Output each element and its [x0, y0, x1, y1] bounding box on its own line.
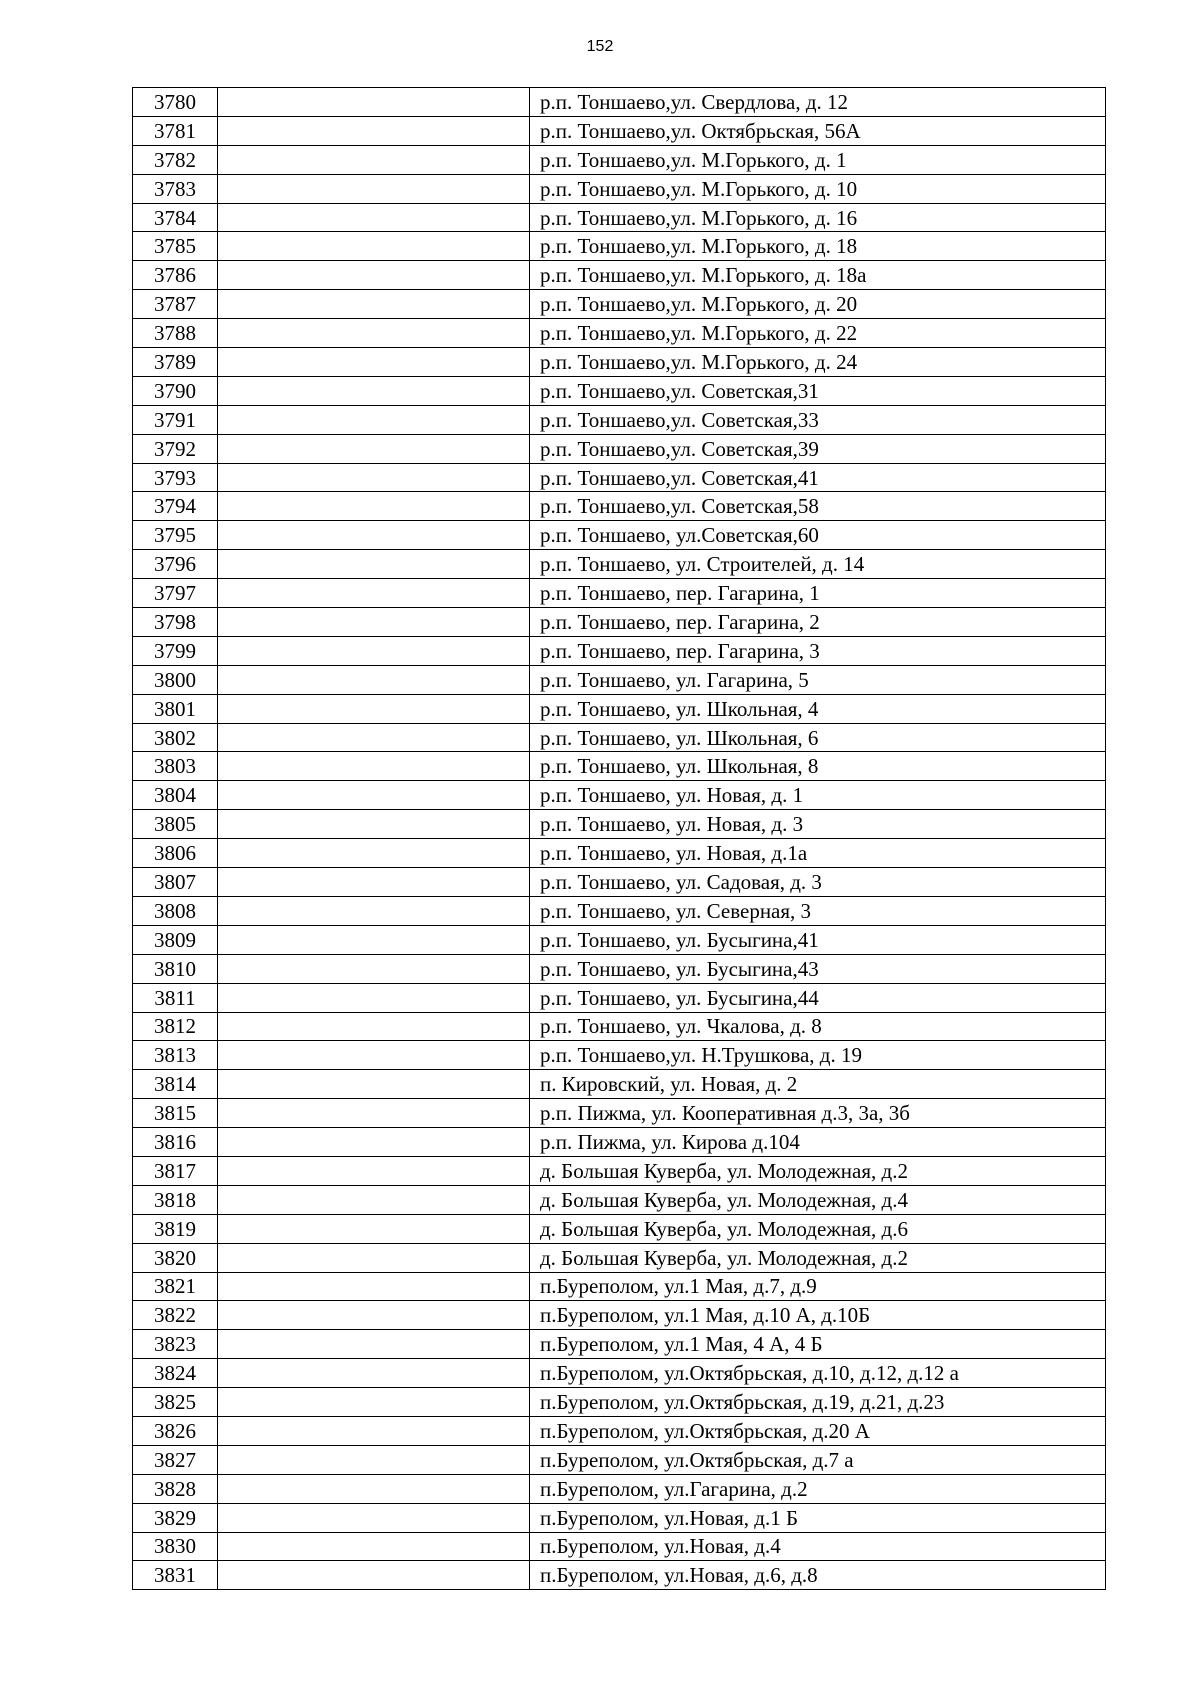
- table-row: [133, 1416, 1106, 1445]
- empty-middle-cell: [218, 1012, 530, 1041]
- table-row: [133, 636, 1106, 665]
- empty-middle-cell: [218, 463, 530, 492]
- table-row: [133, 608, 1106, 637]
- address-cell: р.п. Тоншаево, ул. Гагарина, 5: [530, 665, 1106, 694]
- empty-middle-cell: [218, 896, 530, 925]
- empty-middle-cell: [218, 579, 530, 608]
- address-cell: р.п. Тоншаево,ул. Советская,31: [530, 376, 1106, 405]
- row-number-cell: 3785: [133, 232, 218, 261]
- row-number-cell: 3823: [133, 1330, 218, 1359]
- row-number-cell: 3816: [133, 1128, 218, 1157]
- row-number-cell: 3804: [133, 781, 218, 810]
- empty-middle-cell: [218, 810, 530, 839]
- table-row: [133, 1185, 1106, 1214]
- address-cell: р.п. Тоншаево, ул. Бусыгина,44: [530, 983, 1106, 1012]
- row-number-cell: 3827: [133, 1445, 218, 1474]
- empty-middle-cell: [218, 376, 530, 405]
- row-number-cell: 3822: [133, 1301, 218, 1330]
- table-row: [133, 810, 1106, 839]
- table-row: [133, 1070, 1106, 1099]
- empty-middle-cell: [218, 1474, 530, 1503]
- table-row: [133, 463, 1106, 492]
- address-cell: д. Большая Куверба, ул. Молодежная, д.2: [530, 1243, 1106, 1272]
- empty-middle-cell: [218, 88, 530, 117]
- empty-middle-cell: [218, 116, 530, 145]
- empty-middle-cell: [218, 405, 530, 434]
- table-row: [133, 348, 1106, 377]
- address-cell: п.Буреполом, ул.Октябрьская, д.19, д.21, д.23: [530, 1388, 1106, 1417]
- table-row: [133, 954, 1106, 983]
- empty-middle-cell: [218, 1388, 530, 1417]
- empty-middle-cell: [218, 925, 530, 954]
- empty-middle-cell: [218, 1214, 530, 1243]
- table-row: [133, 1272, 1106, 1301]
- table-row: [133, 925, 1106, 954]
- empty-middle-cell: [218, 492, 530, 521]
- table-row: [133, 1359, 1106, 1388]
- row-number-cell: 3806: [133, 839, 218, 868]
- table-row: [133, 839, 1106, 868]
- empty-middle-cell: [218, 348, 530, 377]
- address-cell: р.п. Тоншаево,ул. Советская,39: [530, 434, 1106, 463]
- table-row: [133, 896, 1106, 925]
- row-number-cell: 3805: [133, 810, 218, 839]
- address-cell: р.п. Тоншаево, ул. Строителей, д. 14: [530, 550, 1106, 579]
- address-cell: р.п. Тоншаево,ул. Октябрьская, 56А: [530, 116, 1106, 145]
- table-row: [133, 1388, 1106, 1417]
- empty-middle-cell: [218, 1156, 530, 1185]
- address-cell: п.Буреполом, ул.Гагарина, д.2: [530, 1474, 1106, 1503]
- address-cell: р.п. Тоншаево,ул. Свердлова, д. 12: [530, 88, 1106, 117]
- address-cell: п.Буреполом, ул.1 Мая, д.10 А, д.10Б: [530, 1301, 1106, 1330]
- row-number-cell: 3781: [133, 116, 218, 145]
- table-body: [133, 88, 1106, 1590]
- empty-middle-cell: [218, 839, 530, 868]
- row-number-cell: 3807: [133, 868, 218, 897]
- table-row: [133, 261, 1106, 290]
- empty-middle-cell: [218, 434, 530, 463]
- address-cell: р.п. Тоншаево,ул. М.Горького, д. 16: [530, 203, 1106, 232]
- row-number-cell: 3811: [133, 983, 218, 1012]
- table-row: [133, 290, 1106, 319]
- address-cell: р.п. Тоншаево, ул. Школьная, 4: [530, 694, 1106, 723]
- empty-middle-cell: [218, 1070, 530, 1099]
- table-row: [133, 145, 1106, 174]
- table-row: [133, 1561, 1106, 1590]
- row-number-cell: 3791: [133, 405, 218, 434]
- row-number-cell: 3792: [133, 434, 218, 463]
- table-row: [133, 1156, 1106, 1185]
- row-number-cell: 3819: [133, 1214, 218, 1243]
- address-cell: р.п. Тоншаево,ул. М.Горького, д. 18а: [530, 261, 1106, 290]
- address-cell: п.Буреполом, ул.Октябрьская, д.20 А: [530, 1416, 1106, 1445]
- row-number-cell: 3800: [133, 665, 218, 694]
- address-cell: р.п. Тоншаево,ул. М.Горького, д. 22: [530, 319, 1106, 348]
- empty-middle-cell: [218, 174, 530, 203]
- empty-middle-cell: [218, 752, 530, 781]
- row-number-cell: 3828: [133, 1474, 218, 1503]
- empty-middle-cell: [218, 1416, 530, 1445]
- address-cell: р.п. Тоншаево, пер. Гагарина, 3: [530, 636, 1106, 665]
- row-number-cell: 3789: [133, 348, 218, 377]
- address-cell: р.п. Тоншаево, ул. Школьная, 6: [530, 723, 1106, 752]
- row-number-cell: 3793: [133, 463, 218, 492]
- address-cell: п.Буреполом, ул.1 Мая, 4 А, 4 Б: [530, 1330, 1106, 1359]
- address-cell: р.п. Тоншаево,ул. М.Горького, д. 20: [530, 290, 1106, 319]
- address-cell: п.Буреполом, ул.Октябрьская, д.7 а: [530, 1445, 1106, 1474]
- empty-middle-cell: [218, 694, 530, 723]
- address-table: [132, 87, 1106, 1590]
- empty-middle-cell: [218, 1272, 530, 1301]
- table-row: [133, 116, 1106, 145]
- address-cell: р.п. Пижма, ул. Кирова д.104: [530, 1128, 1106, 1157]
- table-row: [133, 232, 1106, 261]
- empty-middle-cell: [218, 954, 530, 983]
- empty-middle-cell: [218, 319, 530, 348]
- address-cell: р.п. Тоншаево, ул. Школьная, 8: [530, 752, 1106, 781]
- row-number-cell: 3818: [133, 1185, 218, 1214]
- address-cell: п.Буреполом, ул.Новая, д.4: [530, 1532, 1106, 1561]
- row-number-cell: 3809: [133, 925, 218, 954]
- address-cell: р.п. Тоншаево,ул. Советская,41: [530, 463, 1106, 492]
- table-row: [133, 1041, 1106, 1070]
- empty-middle-cell: [218, 1185, 530, 1214]
- empty-middle-cell: [218, 1099, 530, 1128]
- empty-middle-cell: [218, 983, 530, 1012]
- address-cell: р.п. Тоншаево, ул. Новая, д. 1: [530, 781, 1106, 810]
- row-number-cell: 3826: [133, 1416, 218, 1445]
- row-number-cell: 3812: [133, 1012, 218, 1041]
- row-number-cell: 3829: [133, 1503, 218, 1532]
- row-number-cell: 3810: [133, 954, 218, 983]
- empty-middle-cell: [218, 781, 530, 810]
- row-number-cell: 3780: [133, 88, 218, 117]
- table-row: [133, 434, 1106, 463]
- row-number-cell: 3821: [133, 1272, 218, 1301]
- table-row: [133, 1099, 1106, 1128]
- address-cell: п.Буреполом, ул.1 Мая, д.7, д.9: [530, 1272, 1106, 1301]
- row-number-cell: 3817: [133, 1156, 218, 1185]
- table-row: [133, 1214, 1106, 1243]
- address-cell: д. Большая Куверба, ул. Молодежная, д.6: [530, 1214, 1106, 1243]
- table-row: [133, 694, 1106, 723]
- address-cell: р.п. Пижма, ул. Кооперативная д.3, 3а, 3б: [530, 1099, 1106, 1128]
- row-number-cell: 3798: [133, 608, 218, 637]
- table-row: [133, 579, 1106, 608]
- address-cell: д. Большая Куверба, ул. Молодежная, д.2: [530, 1156, 1106, 1185]
- address-cell: р.п. Тоншаево, ул. Бусыгина,43: [530, 954, 1106, 983]
- row-number-cell: 3824: [133, 1359, 218, 1388]
- table-row: [133, 550, 1106, 579]
- empty-middle-cell: [218, 550, 530, 579]
- empty-middle-cell: [218, 608, 530, 637]
- address-cell: п.Буреполом, ул.Октябрьская, д.10, д.12, д.12 а: [530, 1359, 1106, 1388]
- empty-middle-cell: [218, 1330, 530, 1359]
- row-number-cell: 3830: [133, 1532, 218, 1561]
- table-row: [133, 723, 1106, 752]
- table-row: [133, 1301, 1106, 1330]
- empty-middle-cell: [218, 261, 530, 290]
- table-row: [133, 376, 1106, 405]
- row-number-cell: 3787: [133, 290, 218, 319]
- address-cell: р.п. Тоншаево,ул. Советская,58: [530, 492, 1106, 521]
- table-row: [133, 1474, 1106, 1503]
- row-number-cell: 3802: [133, 723, 218, 752]
- empty-middle-cell: [218, 521, 530, 550]
- row-number-cell: 3782: [133, 145, 218, 174]
- table-row: [133, 1532, 1106, 1561]
- empty-middle-cell: [218, 868, 530, 897]
- address-cell: р.п. Тоншаево, пер. Гагарина, 2: [530, 608, 1106, 637]
- row-number-cell: 3801: [133, 694, 218, 723]
- empty-middle-cell: [218, 203, 530, 232]
- address-cell: п. Кировский, ул. Новая, д. 2: [530, 1070, 1106, 1099]
- table-row: [133, 203, 1106, 232]
- address-cell: р.п. Тоншаево, ул.Советская,60: [530, 521, 1106, 550]
- row-number-cell: 3815: [133, 1099, 218, 1128]
- empty-middle-cell: [218, 232, 530, 261]
- table-row: [133, 1445, 1106, 1474]
- row-number-cell: 3831: [133, 1561, 218, 1590]
- empty-middle-cell: [218, 1041, 530, 1070]
- table-row: [133, 781, 1106, 810]
- table-row: [133, 405, 1106, 434]
- row-number-cell: 3783: [133, 174, 218, 203]
- address-cell: п.Буреполом, ул.Новая, д.1 Б: [530, 1503, 1106, 1532]
- table-row: [133, 1503, 1106, 1532]
- row-number-cell: 3794: [133, 492, 218, 521]
- row-number-cell: 3797: [133, 579, 218, 608]
- table-row: [133, 1243, 1106, 1272]
- row-number-cell: 3796: [133, 550, 218, 579]
- empty-middle-cell: [218, 665, 530, 694]
- empty-middle-cell: [218, 1532, 530, 1561]
- address-cell: р.п. Тоншаево, ул. Новая, д. 3: [530, 810, 1106, 839]
- row-number-cell: 3820: [133, 1243, 218, 1272]
- empty-middle-cell: [218, 1301, 530, 1330]
- address-cell: р.п. Тоншаево, ул. Бусыгина,41: [530, 925, 1106, 954]
- row-number-cell: 3786: [133, 261, 218, 290]
- table-row: [133, 868, 1106, 897]
- table-row: [133, 88, 1106, 117]
- row-number-cell: 3795: [133, 521, 218, 550]
- address-cell: р.п. Тоншаево,ул. М.Горького, д. 1: [530, 145, 1106, 174]
- address-cell: п.Буреполом, ул.Новая, д.6, д.8: [530, 1561, 1106, 1590]
- page-number: 152: [586, 38, 614, 55]
- table-row: [133, 492, 1106, 521]
- table-row: [133, 665, 1106, 694]
- address-cell: р.п. Тоншаево,ул. М.Горького, д. 10: [530, 174, 1106, 203]
- table-row: [133, 1012, 1106, 1041]
- row-number-cell: 3784: [133, 203, 218, 232]
- empty-middle-cell: [218, 290, 530, 319]
- table-row: [133, 752, 1106, 781]
- address-cell: р.п. Тоншаево, ул. Новая, д.1а: [530, 839, 1106, 868]
- address-cell: д. Большая Куверба, ул. Молодежная, д.4: [530, 1185, 1106, 1214]
- address-cell: р.п. Тоншаево, ул. Садовая, д. 3: [530, 868, 1106, 897]
- table-row: [133, 319, 1106, 348]
- empty-middle-cell: [218, 1128, 530, 1157]
- row-number-cell: 3808: [133, 896, 218, 925]
- table-row: [133, 1128, 1106, 1157]
- address-cell: р.п. Тоншаево,ул. Н.Трушкова, д. 19: [530, 1041, 1106, 1070]
- row-number-cell: 3813: [133, 1041, 218, 1070]
- address-cell: р.п. Тоншаево,ул. Советская,33: [530, 405, 1106, 434]
- row-number-cell: 3814: [133, 1070, 218, 1099]
- empty-middle-cell: [218, 145, 530, 174]
- empty-middle-cell: [218, 636, 530, 665]
- table-row: [133, 174, 1106, 203]
- address-cell: р.п. Тоншаево, ул. Северная, 3: [530, 896, 1106, 925]
- empty-middle-cell: [218, 1561, 530, 1590]
- empty-middle-cell: [218, 1445, 530, 1474]
- empty-middle-cell: [218, 1243, 530, 1272]
- empty-middle-cell: [218, 1359, 530, 1388]
- row-number-cell: 3788: [133, 319, 218, 348]
- table-row: [133, 983, 1106, 1012]
- empty-middle-cell: [218, 1503, 530, 1532]
- empty-middle-cell: [218, 723, 530, 752]
- address-cell: р.п. Тоншаево, ул. Чкалова, д. 8: [530, 1012, 1106, 1041]
- table-row: [133, 521, 1106, 550]
- row-number-cell: 3825: [133, 1388, 218, 1417]
- address-cell: р.п. Тоншаево,ул. М.Горького, д. 18: [530, 232, 1106, 261]
- address-cell: р.п. Тоншаево, пер. Гагарина, 1: [530, 579, 1106, 608]
- row-number-cell: 3790: [133, 376, 218, 405]
- address-cell: р.п. Тоншаево,ул. М.Горького, д. 24: [530, 348, 1106, 377]
- table-row: [133, 1330, 1106, 1359]
- row-number-cell: 3799: [133, 636, 218, 665]
- row-number-cell: 3803: [133, 752, 218, 781]
